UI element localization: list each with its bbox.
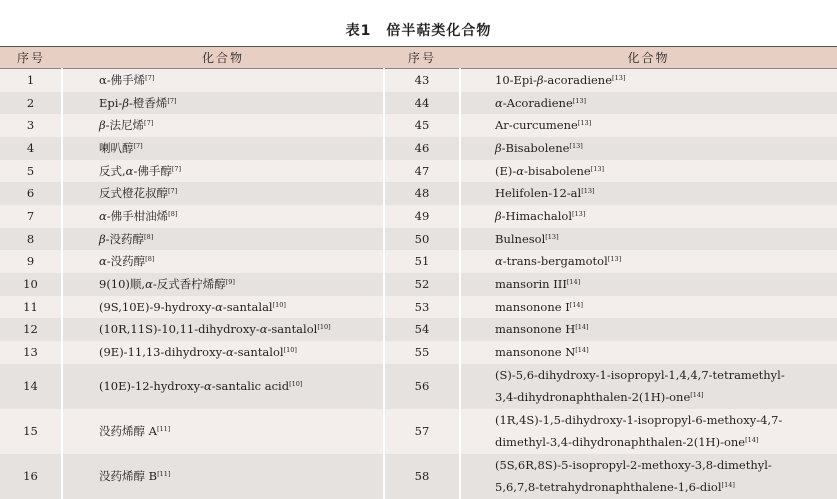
compound-number: 43	[384, 69, 460, 92]
compound-name: dimethyl-3,4-dihydronaphthalen-2(1H)-one	[495, 435, 746, 450]
header-compound-right: 化合物	[460, 47, 837, 69]
compound-greek: α	[516, 163, 525, 178]
reference-mark: [11]	[156, 425, 171, 433]
compound-prefix: (9E)-11,13-dihydroxy-	[99, 345, 226, 360]
compound-name: -santalal	[222, 299, 273, 314]
compound-name: Helifolen-12-al	[495, 186, 582, 201]
compound-cell	[62, 228, 384, 251]
reference-mark: [11]	[157, 470, 171, 478]
compound-cell	[460, 137, 837, 160]
compound-name: -santalic acid	[211, 379, 290, 393]
compound-greek: α	[225, 345, 234, 360]
table-row	[0, 273, 837, 296]
table-row	[0, 205, 837, 228]
compound-name-line: (1R,4S)-1,5-dihydroxy-1-isopropyl-6-methoxy-4,7-	[495, 412, 783, 427]
compound-name: -santalol	[233, 345, 284, 360]
reference-mark: [7]	[144, 119, 154, 128]
compound-cell	[62, 182, 384, 205]
reference-mark: [7]	[168, 187, 178, 196]
compound-prefix: α	[495, 254, 503, 269]
compound-name: -没药醇	[105, 231, 145, 246]
compound-prefix: (10R,11S)-10,11-dihydroxy-	[99, 322, 260, 337]
compound-cell	[62, 273, 384, 296]
compound-number: 7	[26, 209, 35, 224]
compound-prefix: 反式,	[99, 163, 126, 178]
compound-cell	[460, 409, 837, 454]
compound-greek: β	[122, 95, 129, 110]
compound-name: mansonone H	[495, 322, 576, 337]
compound-number: 56	[384, 364, 460, 409]
compound-number: 1	[26, 73, 35, 87]
table-header-row	[0, 47, 837, 69]
compound-name: mansorin III	[495, 277, 567, 292]
reference-mark: [10]	[272, 300, 286, 309]
compound-cell	[460, 69, 837, 92]
compound-cell	[62, 318, 384, 341]
reference-mark: [7]	[145, 74, 155, 82]
compound-number: 12	[23, 322, 38, 337]
compound-name: -佛手柑油烯	[106, 209, 169, 224]
compound-prefix: β	[99, 118, 106, 133]
table-row	[0, 160, 837, 183]
reference-mark: [14]	[745, 436, 759, 445]
reference-mark: [13]	[590, 164, 605, 173]
compound-prefix: α-	[99, 73, 111, 87]
compound-prefix: β	[495, 209, 502, 224]
compound-number: 4	[26, 140, 35, 155]
table-row	[0, 92, 837, 115]
reference-mark: [13]	[612, 74, 626, 82]
compound-cell	[62, 160, 384, 183]
compound-number: 47	[384, 160, 460, 183]
compound-number: 9	[26, 254, 35, 269]
reference-mark: [14]	[690, 391, 704, 400]
compound-cell	[460, 228, 837, 251]
compound-name: 反式橙花叔醇	[99, 186, 168, 201]
table-row	[0, 454, 837, 499]
compound-cell	[62, 114, 384, 137]
reference-mark: [10]	[283, 346, 297, 355]
reference-mark: [14]	[575, 346, 589, 355]
compound-greek: α	[125, 163, 134, 178]
reference-mark: [7]	[171, 164, 182, 173]
compound-number: 58	[384, 454, 460, 499]
compound-number: 10	[23, 277, 38, 292]
compound-cell	[460, 296, 837, 319]
compound-cell	[460, 250, 837, 273]
compound-name: -acoradiene	[543, 73, 613, 87]
table-row	[0, 364, 837, 409]
compound-number: 16	[23, 469, 38, 483]
reference-mark: [8]	[168, 210, 178, 219]
compound-cell	[460, 273, 837, 296]
compound-name: -法尼烯	[105, 118, 145, 133]
compound-name: -bisabolene	[524, 163, 591, 178]
compound-number: 6	[26, 186, 35, 201]
compound-cell	[62, 137, 384, 160]
compound-table	[0, 46, 837, 499]
compound-number: 46	[384, 137, 460, 160]
reference-mark: [13]	[569, 141, 583, 150]
reference-mark: [8]	[144, 232, 154, 241]
compound-name-line: (S)-5,6-dihydroxy-1-isopropyl-1,4,4,7-tetramethyl-	[495, 367, 785, 382]
reference-mark: [7]	[167, 96, 177, 105]
compound-name-line	[495, 476, 833, 499]
compound-number: 53	[384, 296, 460, 319]
table-row	[0, 296, 837, 319]
compound-name: -没药醇	[106, 254, 146, 269]
compound-number: 48	[384, 182, 460, 205]
compound-prefix: 10-Epi-	[495, 73, 537, 87]
compound-cell	[62, 250, 384, 273]
compound-cell	[460, 205, 837, 228]
compound-cell	[62, 341, 384, 364]
compound-prefix: (E)-	[495, 163, 517, 178]
reference-mark: [7]	[133, 141, 143, 150]
compound-number: 52	[384, 273, 460, 296]
reference-mark: [14]	[566, 278, 581, 287]
reference-mark: [13]	[572, 210, 586, 219]
compound-cell	[460, 318, 837, 341]
compound-cell	[460, 182, 837, 205]
compound-cell	[62, 92, 384, 115]
compound-number: 49	[384, 205, 460, 228]
reference-mark: [14]	[569, 300, 584, 309]
reference-mark: [14]	[721, 481, 735, 490]
compound-cell	[460, 114, 837, 137]
compound-name: -Himachalol	[501, 209, 572, 224]
compound-greek: α	[215, 299, 223, 314]
compound-name: 佛手烯	[110, 73, 146, 87]
table-row	[0, 137, 837, 160]
table-body	[0, 69, 837, 499]
reference-mark: [14]	[575, 323, 589, 332]
compound-prefix: α	[495, 95, 503, 110]
compound-name: -Acoradiene	[502, 95, 573, 110]
compound-name: -santalol	[267, 322, 318, 337]
reference-mark: [13]	[572, 96, 587, 105]
table-title: 表1 倍半萜类化合物	[345, 23, 492, 39]
compound-number: 8	[26, 231, 35, 246]
compound-name: 3,4-dihydronaphthalen-2(1H)-one	[495, 390, 691, 405]
compound-name: Ar-curcumene	[495, 118, 578, 133]
compound-cell	[62, 364, 384, 409]
compound-name-line	[495, 386, 833, 409]
reference-mark: [13]	[607, 255, 622, 264]
compound-cell	[62, 454, 384, 499]
compound-prefix: 9(10)顺,	[99, 277, 146, 292]
compound-greek: α	[145, 277, 153, 292]
table-row	[0, 341, 837, 364]
reference-mark: [13]	[581, 187, 595, 196]
header-compound-left: 化合物	[62, 47, 384, 69]
compound-number: 55	[384, 341, 460, 364]
compound-name: -佛手醇	[133, 163, 172, 178]
compound-name: -Bisabolene	[501, 140, 570, 155]
header-no-left: 序号	[0, 47, 62, 69]
header-no-right: 序号	[384, 47, 460, 69]
compound-name: 5,6,7,8-tetrahydronaphthalene-1,6-diol	[495, 480, 722, 495]
compound-cell	[62, 409, 384, 454]
compound-number: 11	[23, 299, 38, 314]
compound-number: 54	[384, 318, 460, 341]
compound-name: Bulnesol	[495, 231, 546, 246]
compound-name: 没药烯醇 A	[99, 424, 157, 438]
compound-number: 15	[23, 424, 38, 438]
compound-prefix: α	[99, 209, 107, 224]
table-row	[0, 250, 837, 273]
compound-cell	[62, 296, 384, 319]
compound-prefix: β	[99, 231, 106, 246]
compound-name: -反式香柠烯醇	[152, 277, 226, 292]
compound-name: mansonone I	[495, 299, 570, 314]
compound-number: 5	[26, 163, 35, 178]
compound-prefix: (10E)-12-hydroxy-	[99, 379, 204, 393]
reference-mark: [8]	[145, 255, 155, 264]
reference-mark: [9]	[225, 278, 235, 287]
reference-mark: [10]	[317, 323, 331, 332]
compound-name: -橙香烯	[128, 95, 168, 110]
reference-mark: [13]	[545, 232, 559, 241]
compound-number: 57	[384, 409, 460, 454]
table-row	[0, 182, 837, 205]
compound-cell	[62, 69, 384, 92]
compound-prefix: α	[99, 254, 107, 269]
reference-mark: [10]	[289, 380, 303, 388]
compound-name: mansonone N	[495, 345, 576, 360]
compound-name-line: (5S,6R,8S)-5-isopropyl-2-methoxy-3,8-dimethyl-	[495, 457, 772, 472]
compound-cell	[460, 341, 837, 364]
compound-name: -trans-bergamotol	[502, 254, 608, 269]
compound-name: 没药烯醇 B	[99, 469, 158, 483]
compound-cell	[62, 205, 384, 228]
reference-mark: [13]	[577, 119, 592, 128]
compound-prefix: Epi-	[99, 95, 123, 110]
compound-number: 45	[384, 114, 460, 137]
compound-number: 44	[384, 92, 460, 115]
compound-greek: α	[259, 322, 268, 337]
compound-number: 14	[23, 379, 38, 393]
table-row	[0, 114, 837, 137]
compound-number: 13	[23, 345, 38, 360]
compound-prefix: (9S,10E)-9-hydroxy-	[99, 299, 216, 314]
compound-cell	[460, 92, 837, 115]
compound-cell	[460, 160, 837, 183]
table-row	[0, 228, 837, 251]
table-row	[0, 409, 837, 454]
compound-cell	[460, 364, 837, 409]
compound-cell	[460, 454, 837, 499]
compound-greek: α	[203, 379, 212, 393]
compound-number: 3	[26, 118, 35, 133]
compound-name: 喇叭醇	[99, 140, 134, 155]
table-row	[0, 318, 837, 341]
table-row	[0, 69, 837, 92]
compound-greek: β	[536, 73, 544, 87]
compound-name-line	[495, 431, 833, 454]
compound-number: 50	[384, 228, 460, 251]
compound-number: 2	[26, 95, 35, 110]
compound-number: 51	[384, 250, 460, 273]
compound-prefix: β	[495, 140, 502, 155]
